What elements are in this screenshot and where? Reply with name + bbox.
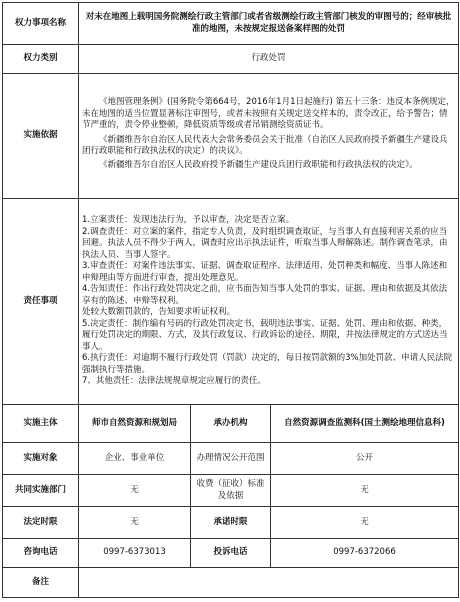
agency-value: 自然资源调查监测科(国土测绘地理信息科) — [271, 405, 459, 443]
responsibility-line: 1.立案责任：发现违法行为，予以审查，决定是否立案。 — [82, 215, 295, 226]
basis-label: 实施依据 — [3, 74, 79, 199]
responsibility-line: 7、其他责任：法律法规规章规定应履行的责任。 — [82, 376, 266, 387]
basis-paragraph: 《新疆维吾尔自治区人民代表大会常务委员会关于批准（自治区人民政府授予新疆生产建设兵团行政职能和行政执法权的决定）的决议》。 — [82, 134, 448, 156]
responsibility-line: 处较大数额罚款的，告知要求听证权利。 — [82, 307, 236, 318]
row-responsibility — [3, 199, 459, 405]
joint-value: 无 — [79, 475, 191, 507]
responsibility-label: 责任事项 — [3, 199, 79, 405]
target-label: 实施对象 — [3, 443, 79, 475]
row-subject — [3, 405, 459, 443]
disclosure-label: 办理情况公开范围 — [191, 443, 271, 475]
responsibility-line: 2.调查责任：对立案的案件，指定专人负责，及时组织调查取证，与当事人有直接利害关系的应当回避。执法人员不得少于两人，调查时应出示执法证件，听取当事人辩解陈述。制作调查笔录，由执法人员、当事人签字。 — [82, 226, 448, 260]
remark-value — [79, 568, 459, 598]
basis-content — [79, 74, 459, 199]
row-remark — [3, 568, 459, 598]
subject-label: 实施主体 — [3, 405, 79, 443]
fee-label: 收费（征收）标准及依据 — [191, 475, 271, 507]
row-matter — [3, 3, 459, 45]
row-time-limit — [3, 507, 459, 539]
responsibility-content — [79, 199, 459, 405]
complaint-value: 0997-6372066 — [271, 539, 459, 568]
category-label: 权力类别 — [3, 45, 79, 74]
responsibility-line: 4.告知责任：作出行政处罚决定之前，应书面告知当事人处罚的事实、证据、理由和依据及其依法享有的陈述、申辩等权利。 — [82, 284, 448, 306]
phone-value: 0997-6373013 — [79, 539, 191, 568]
subject-value: 师市自然资源和规划局 — [79, 405, 191, 443]
time-limit-value: 无 — [79, 507, 191, 539]
category-value: 行政处罚 — [79, 45, 459, 74]
disclosure-value: 公开 — [271, 443, 459, 475]
basis-paragraph: 《新疆维吾尔自治区人民政府授予新疆生产建设兵团行政职能和行政执法权的决定》。 — [99, 160, 418, 171]
responsibility-line: 6.执行责任：对逾期不履行行政处罚（罚款）决定的，每日按罚款额的3%加处罚款、申请人民法院强制执行等措施。 — [82, 353, 453, 375]
fee-value: 无 — [271, 475, 459, 507]
promise-value: 无 — [271, 507, 459, 539]
row-category — [3, 45, 459, 74]
row-target — [3, 443, 459, 475]
remark-label: 备注 — [3, 568, 79, 598]
basis-paragraph: 《地图管理条例》(国务院令第664号，2016年1月1日起施行) 第五十三条：违反本条例规定，未在地图的适当位置显著标注审图号，或者未按照有关规定送交样本的，责令改正，给予警告；情节严重的，责令停业整顿，降低资质等级或者吊销测绘资质证书。 — [82, 97, 455, 131]
row-basis — [3, 74, 459, 199]
complaint-label: 投诉电话 — [191, 539, 271, 568]
power-item-table — [2, 2, 459, 598]
agency-label: 承办机构 — [191, 405, 271, 443]
joint-label: 共同实施部门 — [3, 475, 79, 507]
responsibility-line: 5.决定责任：制作编有号码的行政处罚决定书，载明违法事实、证据、处罚、理由和依据、种类，履行处罚决定的期限、方式，及其行政复议、行政诉讼的途径、期限，并按法律规定的方式送达当事人。 — [82, 318, 448, 352]
promise-label: 承诺时限 — [191, 507, 271, 539]
row-joint — [3, 475, 459, 507]
target-value: 企业、事业单位 — [79, 443, 191, 475]
row-phone — [3, 539, 459, 568]
matter-value: 对未在地图上载明国务院测绘行政主管部门或者省级测绘行政主管部门核发的审图号的；经审核批准的地图，未按规定报送备案样图的处罚 — [79, 3, 459, 45]
phone-label: 咨询电话 — [3, 539, 79, 568]
responsibility-line: 3.审查责任：对案件违法事实、证据、调查取证程序、法律适用、处罚种类和幅度、当事人陈述和申辩理由等方面进行审查，提出处理意见。 — [82, 261, 448, 283]
time-limit-label: 法定时限 — [3, 507, 79, 539]
matter-label: 权力事项名称 — [3, 3, 79, 45]
